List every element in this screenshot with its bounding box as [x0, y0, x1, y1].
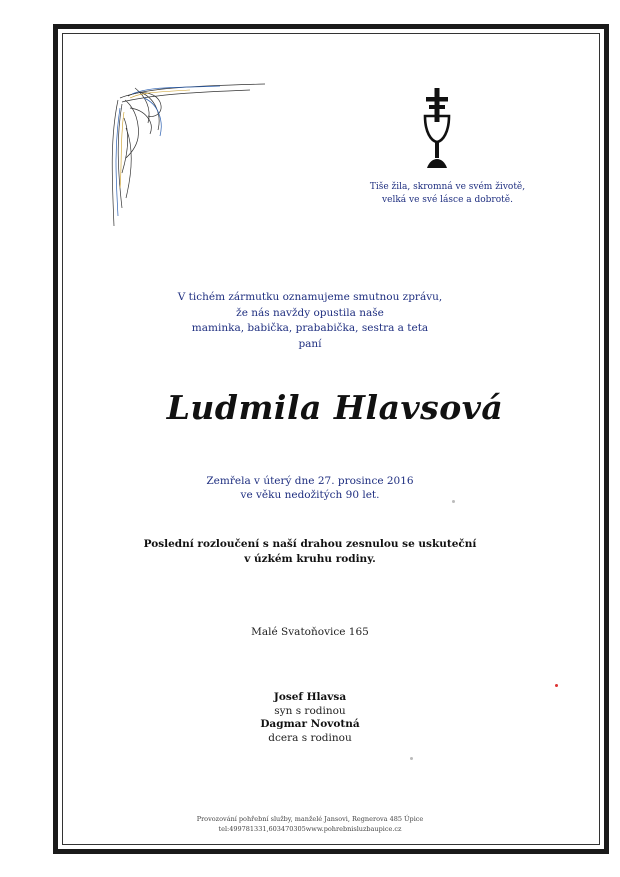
footer-line: Provozování pohřební služby, manželé Jansovi, Regnerova 485 Úpice [196, 815, 424, 823]
floral-corner-ornament-icon [100, 78, 270, 228]
mourner-name: Josef Hlavsa [273, 691, 347, 703]
address: Malé Svatoňovice 165 [251, 626, 369, 638]
mourner-relation: dcera s rodinou [268, 731, 352, 744]
scan-speck [555, 684, 558, 687]
motto-line: velká ve své lásce a dobrotě. [382, 195, 513, 205]
motto [360, 181, 535, 207]
farewell-notice [120, 537, 500, 567]
farewell-line: v úzkém kruhu rodiny. [244, 553, 376, 565]
scan-speck [410, 757, 413, 760]
death-line: Zemřela v úterý dne 27. prosince 2016 [206, 475, 414, 487]
announcement-intro [150, 290, 470, 352]
intro-line: že nás navždy opustila naše [236, 306, 384, 319]
footer-line: tel:499781331,603470305www.pohrebnisluzbaupice.cz [218, 825, 402, 833]
death-line: ve věku nedožitých 90 let. [240, 489, 380, 501]
farewell-line: Poslední rozloučení s naší drahou zesnulou se uskuteční [143, 538, 477, 550]
cross-chalice-icon [420, 88, 454, 170]
mourner-name: Dagmar Novotná [260, 718, 360, 730]
mourners-list [200, 691, 420, 745]
intro-line: paní [298, 337, 322, 350]
death-info [150, 474, 470, 502]
intro-line: maminka, babička, prababička, sestra a teta [191, 322, 429, 334]
intro-line: V tichém zármutku oznamujeme smutnou zprávu, [177, 291, 443, 303]
funeral-service-footer [150, 814, 470, 834]
mourner-relation: syn s rodinou [274, 704, 346, 717]
scan-speck [452, 500, 455, 503]
motto-line: Tiše žila, skromná ve svém životě, [369, 182, 526, 192]
deceased-name: Ludmila Hlavsová [166, 388, 504, 427]
